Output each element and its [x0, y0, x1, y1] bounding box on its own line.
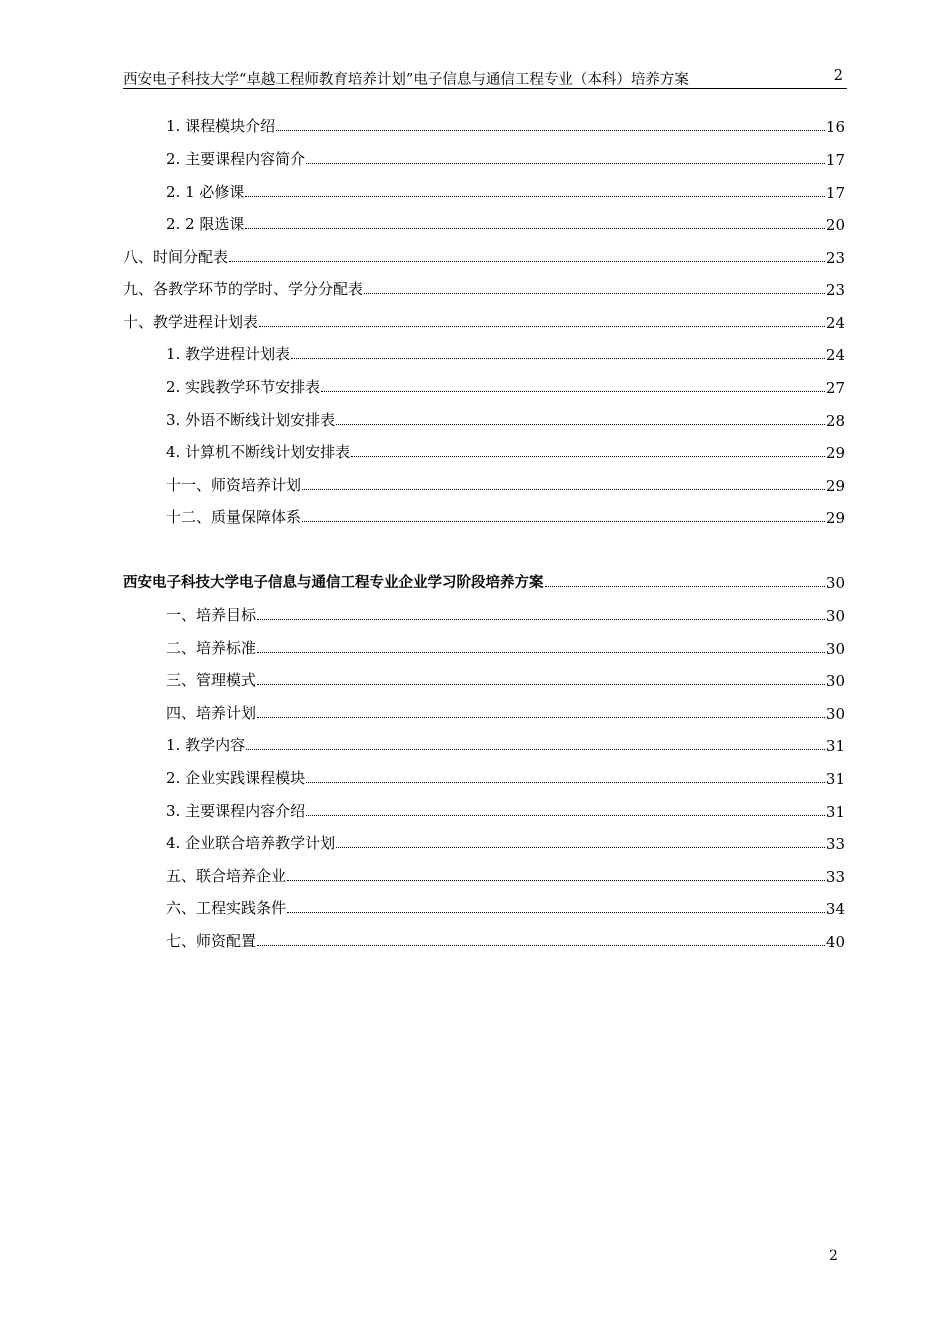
toc-entry-label: 1. 课程模块介绍: [166, 117, 276, 135]
toc-entry-page: 40: [825, 933, 845, 951]
toc-entry-label: 六、工程实践条件: [166, 899, 287, 917]
toc-dot-leader: [257, 619, 825, 620]
toc-entry-page: 29: [825, 509, 845, 527]
toc-entry-page: 23: [825, 249, 845, 267]
toc-entry-label: 3. 外语不断线计划安排表: [166, 411, 336, 429]
toc-entry-label: 西安电子科技大学电子信息与通信工程专业企业学习阶段培养方案: [123, 575, 544, 591]
toc-entry[interactable]: [166, 634, 845, 658]
toc-entry[interactable]: [123, 243, 845, 267]
toc-entry-page: 23: [825, 281, 845, 299]
toc-entry-label: 一、培养目标: [166, 606, 257, 624]
toc-entry-label: 十、教学进程计划表: [123, 313, 259, 331]
toc-dot-leader: [245, 228, 825, 229]
toc-entry[interactable]: [166, 471, 845, 495]
toc-entry-page: 30: [825, 607, 845, 625]
toc-entry-label: 五、联合培养企业: [166, 867, 287, 885]
toc-dot-leader: [364, 293, 825, 294]
toc-entry[interactable]: [123, 308, 845, 332]
toc-entry-label: 1. 教学进程计划表: [166, 345, 291, 363]
toc-entry-page: 31: [825, 737, 845, 755]
toc-dot-leader: [336, 847, 825, 848]
toc-dot-leader: [257, 945, 825, 946]
toc-entry-label: 2. 企业实践课程模块: [166, 769, 306, 787]
toc-dot-leader: [246, 749, 825, 750]
toc-entry[interactable]: [166, 699, 845, 723]
toc-entry[interactable]: [166, 340, 845, 364]
footer-page-number: 2: [829, 1248, 838, 1264]
toc-dot-leader: [306, 815, 825, 816]
toc-entry-page: 30: [825, 640, 845, 658]
toc-entry-page: 28: [825, 412, 845, 430]
toc-entry[interactable]: [166, 666, 845, 690]
toc-entry[interactable]: [166, 894, 845, 918]
toc-dot-leader: [336, 424, 825, 425]
toc-entry-label: 二、培养标准: [166, 639, 257, 657]
toc-entry-page: 29: [825, 444, 845, 462]
toc-dot-leader: [259, 326, 825, 327]
toc-entry[interactable]: [166, 503, 845, 527]
toc-entry-label: 2. 2 限选课: [166, 215, 245, 233]
toc-entry[interactable]: [166, 112, 845, 136]
toc-entry-page: 17: [825, 184, 845, 202]
toc-dot-leader: [306, 782, 825, 783]
toc-entry-page: 30: [825, 574, 845, 592]
toc-entry-page: 34: [825, 900, 845, 918]
toc-dot-leader: [245, 196, 825, 197]
header-title: 西安电子科技大学“卓越工程师教育培养计划”电子信息与通信工程专业（本科）培养方案: [123, 72, 689, 88]
toc-entry[interactable]: [166, 210, 845, 234]
toc-entry[interactable]: [166, 145, 845, 169]
toc-entry[interactable]: [166, 731, 845, 755]
toc-dot-leader: [287, 880, 825, 881]
toc-entry-page: 20: [825, 216, 845, 234]
toc-entry-page: 29: [825, 477, 845, 495]
toc-entry-label: 1. 教学内容: [166, 736, 246, 754]
toc-entry-label: 十一、师资培养计划: [166, 476, 302, 494]
toc-entry[interactable]: [166, 438, 845, 462]
toc-entry-page: 16: [825, 118, 845, 136]
toc-entry-label: 四、培养计划: [166, 704, 257, 722]
toc-entry[interactable]: [166, 797, 845, 821]
toc-entry[interactable]: [166, 764, 845, 788]
toc-entry-label: 七、师资配置: [166, 932, 257, 950]
toc-entry-page: 30: [825, 672, 845, 690]
toc-entry-label: 3. 主要课程内容介绍: [166, 802, 306, 820]
toc-dot-leader: [229, 261, 825, 262]
toc-entry-label: 八、时间分配表: [123, 248, 229, 266]
toc-dot-leader: [291, 358, 825, 359]
toc-dot-leader: [321, 391, 825, 392]
toc-dot-leader: [287, 912, 825, 913]
toc-entry[interactable]: [123, 568, 845, 592]
header-page-number: 2: [833, 68, 843, 84]
toc-entry-label: 九、各教学环节的学时、学分分配表: [123, 280, 364, 298]
toc-entry-page: 17: [825, 151, 845, 169]
toc-dot-leader: [257, 684, 825, 685]
toc-entry-page: 30: [825, 705, 845, 723]
toc-entry-page: 31: [825, 770, 845, 788]
toc-entry-label: 2. 主要课程内容简介: [166, 150, 306, 168]
toc-entry-label: 2. 实践教学环节安排表: [166, 378, 321, 396]
toc-entry-label: 2. 1 必修课: [166, 183, 245, 201]
toc-entry-label: 三、管理模式: [166, 671, 257, 689]
toc-entry-label: 4. 计算机不断线计划安排表: [166, 443, 351, 461]
toc-entry-label: 十二、质量保障体系: [166, 508, 302, 526]
toc-dot-leader: [257, 717, 825, 718]
toc-entry[interactable]: [166, 601, 845, 625]
toc-entry[interactable]: [166, 406, 845, 430]
toc-dot-leader: [276, 130, 825, 131]
toc-dot-leader: [306, 163, 825, 164]
toc-entry[interactable]: [166, 829, 845, 853]
toc-entry[interactable]: [123, 275, 845, 299]
toc-entry-page: 24: [825, 314, 845, 332]
toc-entry[interactable]: [166, 927, 845, 951]
toc-dot-leader: [351, 456, 825, 457]
page-header: [123, 62, 847, 89]
toc-entry-page: 24: [825, 346, 845, 364]
toc-entry-page: 31: [825, 803, 845, 821]
toc-entry[interactable]: [166, 373, 845, 397]
toc-dot-leader: [545, 586, 825, 587]
toc-dot-leader: [257, 652, 825, 653]
toc-entry-page: 33: [825, 868, 845, 886]
toc-entry[interactable]: [166, 862, 845, 886]
toc-entry-page: 33: [825, 835, 845, 853]
toc-entry-label: 4. 企业联合培养教学计划: [166, 834, 336, 852]
toc-dot-leader: [302, 489, 825, 490]
toc-entry-page: 27: [825, 379, 845, 397]
toc-dot-leader: [302, 521, 825, 522]
toc-entry[interactable]: [166, 178, 845, 202]
